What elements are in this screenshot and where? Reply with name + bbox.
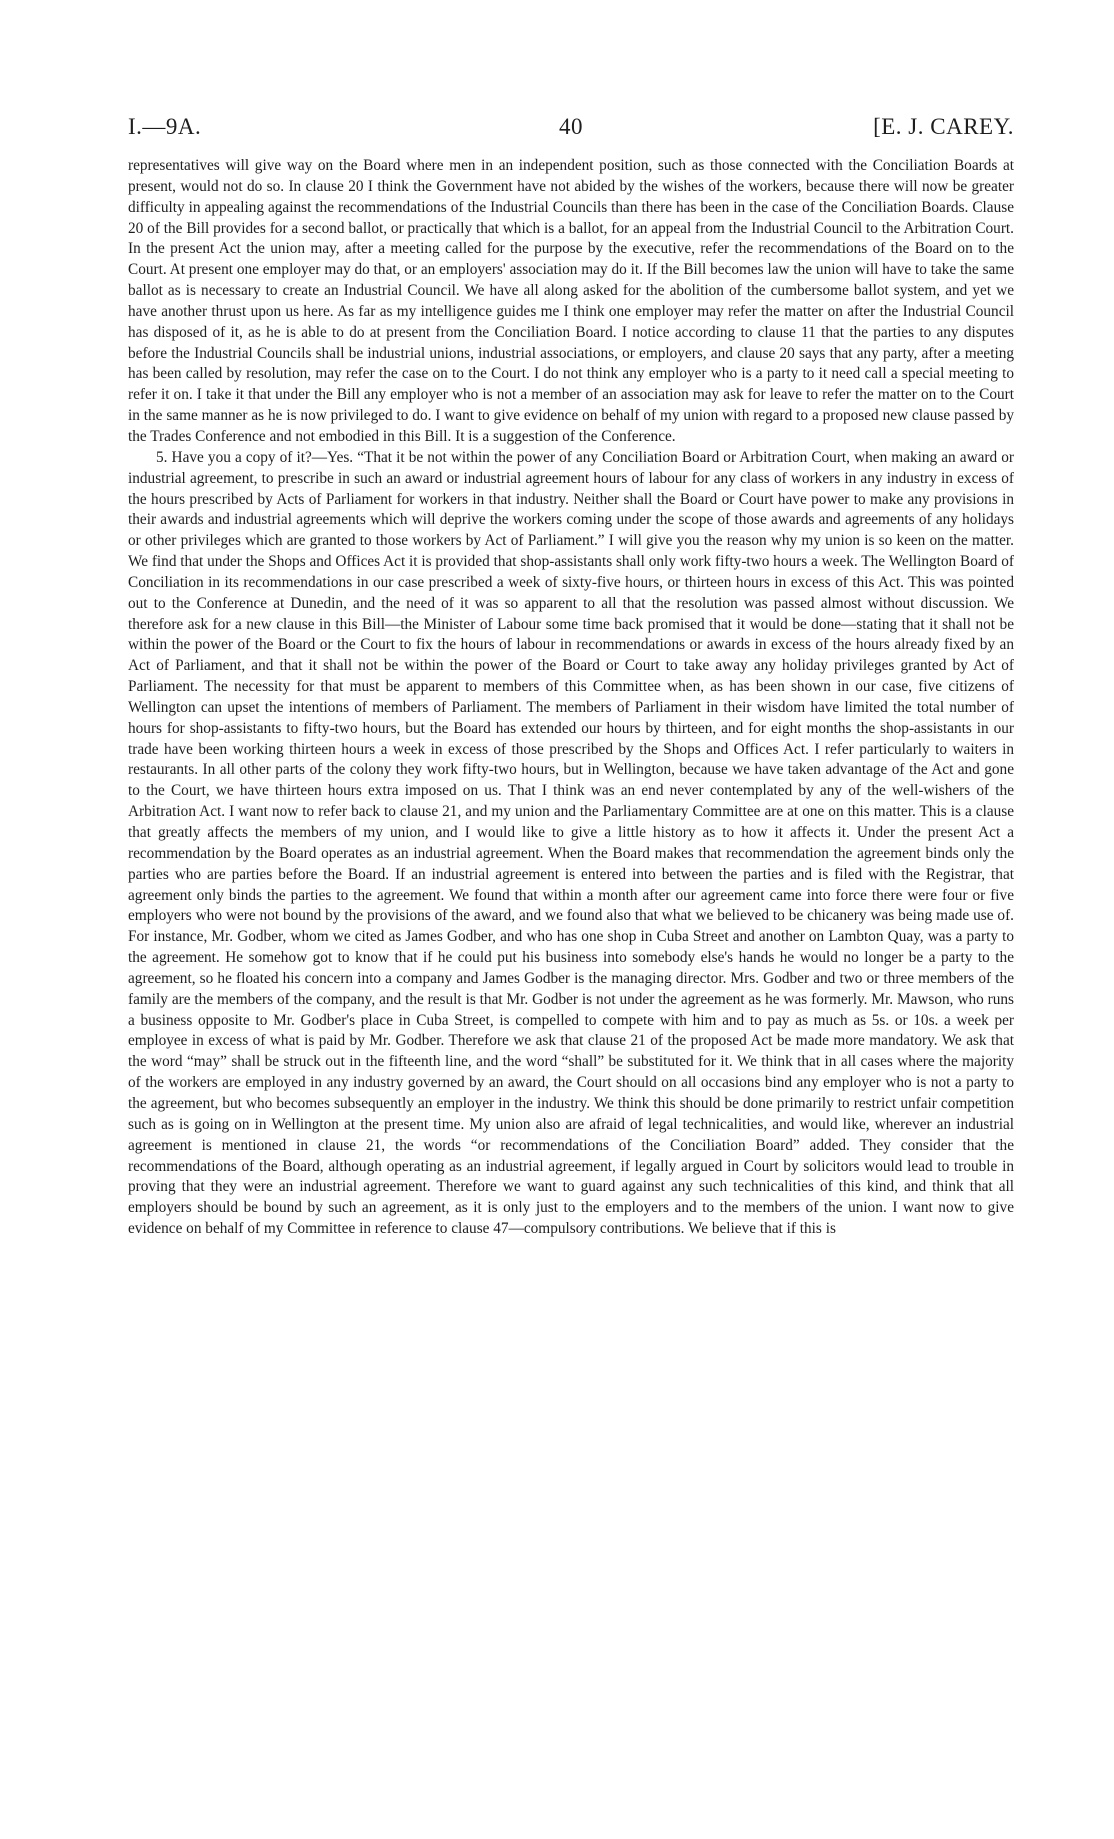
page-number: 40 (559, 114, 583, 139)
paragraph-continued: representatives will give way on the Board where men in an independent position, such as those connected with the Conciliation Boards at present, would not do so. In clause 20 I think the Government have not abided by the wishes of the workers, because there will now be greater difficulty in appealing against the recommendations of the Industrial Councils than there has been in the case of the Conciliation Boards. Clause 20 of the Bill provides for a second ballot, or practically that which is a ballot, for an appeal from the Industrial Council to the Arbitration Court. In the present Act the union may, after a meeting called for the purpose by the executive, refer the recommendations of the Board on to the Court. At present one employer may do that, or an employers' association may do it. If the Bill becomes law the union will have to take the same ballot as is necessary to create an Industrial Council. We have all along asked for the abolition of the cumbersome ballot system, and yet we have another thrust upon us here. As far as my intelligence guides me I think one employer may refer the matter on after the Industrial Council has disposed of it, as he is able to do at present from the Conciliation Board. I notice according to clause 11 that the parties to any disputes before the Industrial Councils shall be industrial unions, industrial associations, or employers, and clause 20 says that any party, after a meeting has been called by resolution, may refer the case on to the Court. I do not think any employer who is a party to it need call a special meeting to refer it on. I take it that under the Bill any employer who is not a member of an association may ask for leave to refer the matter on to the Court in the same manner as he is now privileged to do. I want to give evidence on behalf of my union with regard to a proposed new clause passed by the Trades Conference and not embodied in this Bill. It is a suggestion of the Conference. (128, 157, 1014, 445)
document-reference: I.—9A. (128, 114, 202, 139)
page-header (128, 114, 1014, 146)
speaker-name: [E. J. CAREY. (873, 114, 1014, 139)
body-text (128, 156, 1014, 1240)
paragraph-question-5: 5. Have you a copy of it?—Yes. “That it be not within the power of any Conciliation Board or Arbitration Court, when making an award or industrial agreement, to prescribe in such an award or industrial agreement hours of labour for any class of workers in any industry in excess of the hours prescribed by Acts of Parliament for workers in that industry. Neither shall the Board or Court have power to make any provisions in their awards and industrial agreements which will deprive the workers coming under the scope of those awards and agreements of any holidays or other privileges which are granted to those workers by Act of Parliament.” I will give you the reason why my union is so keen on the matter. We find that under the Shops and Offices Act it is provided that shop-assistants shall only work fifty-two hours a week. The Wellington Board of Conciliation in its recommendations in our case prescribed a week of sixty-five hours, or thirteen hours in excess of this Act. This was pointed out to the Conference at Dunedin, and the need of it was so apparent to all that the resolution was passed almost without discussion. We therefore ask for a new clause in this Bill—the Minister of Labour some time back promised that it would be done—stating that it shall not be within the power of the Board or the Court to fix the hours of labour in recommendations or awards in excess of the hours already fixed by an Act of Parliament, and that it shall not be within the power of the Board or Court to take away any holiday privileges granted by Act of Parliament. The necessity for that must be apparent to members of this Committee when, as has been shown in our case, five citizens of Wellington can upset the intentions of members of Parliament. The members of Parliament in their wisdom have limited the total number of hours for shop-assistants to fifty-two hours, but the Board has extended our hours by thirteen, and for eight months the shop-assistants in our trade have been working thirteen hours a week in excess of those prescribed by the Shops and Offices Act. I refer particularly to waiters in restaurants. In all other parts of the colony they work fifty-two hours, but in Wellington, because we have taken advantage of the Act and gone to the Court, we have thirteen hours extra imposed on us. That I think was an end never contemplated by any of the well-wishers of the Arbitration Act. I want now to refer back to clause 21, and my union and the Parliamentary Committee are at one on this matter. This is a clause that greatly affects the members of my union, and I would like to give a little history as to how it affects it. Under the present Act a recommendation by the Board operates as an industrial agreement. When the Board makes that recommendation the agreement binds only the parties who are parties before the Board. If an industrial agreement is entered into between the parties and is filed with the Registrar, that agreement only binds the parties to the agreement. We found that within a month after our agreement came into force there were four or five employers who were not bound by the provisions of the award, and we found also that what we believed to be chicanery was being made use of. For instance, Mr. Godber, whom we cited as James Godber, and who has one shop in Cuba Street and another on Lambton Quay, was a party to the agreement. He somehow got to know that if he could put his business into somebody else's hands he would no longer be a party to the agreement, so he floated his concern into a company and James Godber is the managing director. Mrs. Godber and two or three members of the family are the members of the company, and the result is that Mr. Godber is not under the agreement as he was formerly. Mr. Mawson, who runs a business opposite to Mr. Godber's place in Cuba Street, is compelled to compete with him and to pay as much as 5s. or 10s. a week per employee in excess of what is paid by Mr. Godber. Therefore we ask that clause 21 of the proposed Act be made more mandatory. We ask that the word “may” shall be struck out in the fifteenth line, and the word “shall” be substituted for it. We think that in all cases where the majority of the workers are employed in any industry governed by an award, the Court should on all occasions bind any employer who is not a party to the agreement, but who becomes subsequently an employer in the industry. We think this should be done primarily to restrict unfair competition such as is going on in Wellington at the present time. My union also are afraid of legal technicalities, and would like, wherever an industrial agreement is mentioned in clause 21, the words “or recommendations of the Conciliation Board” added. They consider that the recommendations of the Board, although operating as an industrial agreement, if legally argued in Court by solicitors would lead to trouble in proving that they were an industrial agreement. Therefore we want to guard against any such technicalities of this kind, and think that all employers should be bound by such an agreement, as it is only just to the employers and to the members of the union. I want now to give evidence on behalf of my Committee in reference to clause 47—compulsory contributions. We believe that if this is (128, 448, 1014, 1238)
